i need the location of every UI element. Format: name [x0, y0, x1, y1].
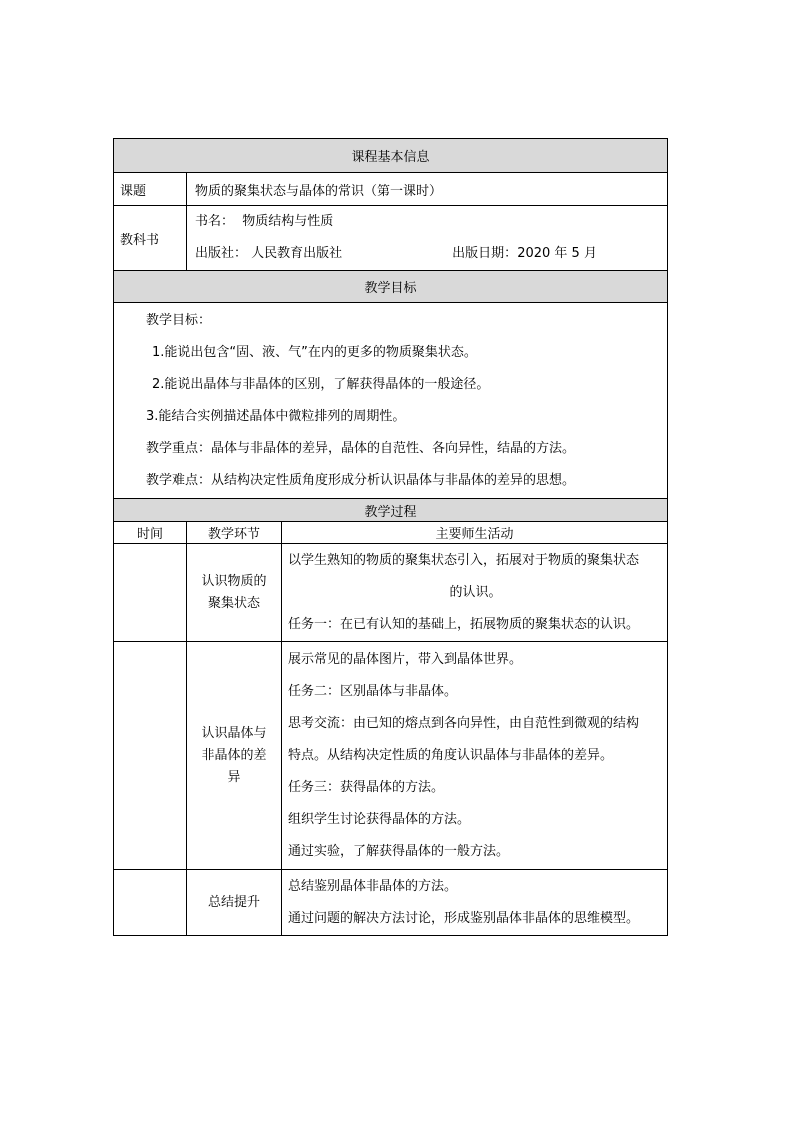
textbook-label: 教科书 — [114, 206, 187, 271]
publisher-value: 人民教育出版社 — [251, 246, 343, 261]
activity-cell: 展示常见的晶体图片，带入到晶体世界。 任务二：区别晶体与非晶体。 思考交流：由已知的熔点到各向异性，由自范性到微观的结构 特点。从结构决定性质的角度认识晶体与非晶体的差异。 任务三：获得晶体的方法。 组织学生讨论获得晶体的方法。 通过实验，了解获得晶体的一般方法。 — [282, 642, 668, 870]
goal-item: 1.能说出包含“固、液、气”在内的更多的物质聚集状态。 — [152, 344, 477, 360]
table-row — [114, 870, 668, 936]
col-time-header: 时间 — [114, 522, 187, 544]
table-row — [114, 544, 668, 642]
activity-cell: 总结鉴别晶体非晶体的方法。 通过问题的解决方法讨论，形成鉴别晶体非晶体的思维模型。 — [282, 870, 668, 936]
goals-header: 教学目标 — [114, 271, 668, 303]
book-name-value: 物质结构与性质 — [242, 214, 334, 229]
time-cell — [114, 642, 187, 870]
key-points: 教学重点：晶体与非晶体的差异，晶体的自范性、各向异性，结晶的方法。 — [146, 440, 576, 456]
basic-info-header: 课程基本信息 — [114, 139, 668, 173]
goals-content — [114, 303, 668, 499]
publisher-label: 出版社： — [195, 246, 248, 261]
textbook-info — [187, 206, 668, 271]
col-stage-header: 教学环节 — [187, 522, 282, 544]
time-cell — [114, 544, 187, 642]
activity-cell: 以学生熟知的物质的聚集状态引入，拓展对于物质的聚集状态 的认识。 任务一：在已有认知的基础上，拓展物质的聚集状态的认识。 — [282, 544, 668, 642]
goal-item: 3.能结合实例描述晶体中微粒排列的周期性。 — [146, 408, 406, 424]
book-name-label: 书名： — [195, 214, 235, 229]
stage-cell: 认识物质的 聚集状态 — [187, 544, 282, 642]
stage-cell: 认识晶体与 非晶体的差 异 — [187, 642, 282, 870]
time-cell — [114, 870, 187, 936]
lesson-plan-table — [113, 138, 668, 936]
pub-date-value: 2020 年 5 月 — [517, 246, 597, 261]
topic-value: 物质的聚集状态与晶体的常识（第一课时） — [187, 173, 668, 206]
stage-cell: 总结提升 — [187, 870, 282, 936]
goal-item: 2.能说出晶体与非晶体的区别，了解获得晶体的一般途径。 — [152, 376, 490, 392]
col-activity-header: 主要师生活动 — [282, 522, 668, 544]
goals-title: 教学目标： — [146, 312, 212, 328]
table-row — [114, 642, 668, 870]
pub-date-label: 出版日期： — [452, 246, 518, 261]
process-header: 教学过程 — [114, 499, 668, 522]
book-name-line — [195, 206, 667, 238]
difficulties: 教学难点：从结构决定性质角度形成分析认识晶体与非晶体的差异的思想。 — [146, 472, 576, 488]
publisher-line — [195, 238, 667, 270]
topic-label: 课题 — [114, 173, 187, 206]
